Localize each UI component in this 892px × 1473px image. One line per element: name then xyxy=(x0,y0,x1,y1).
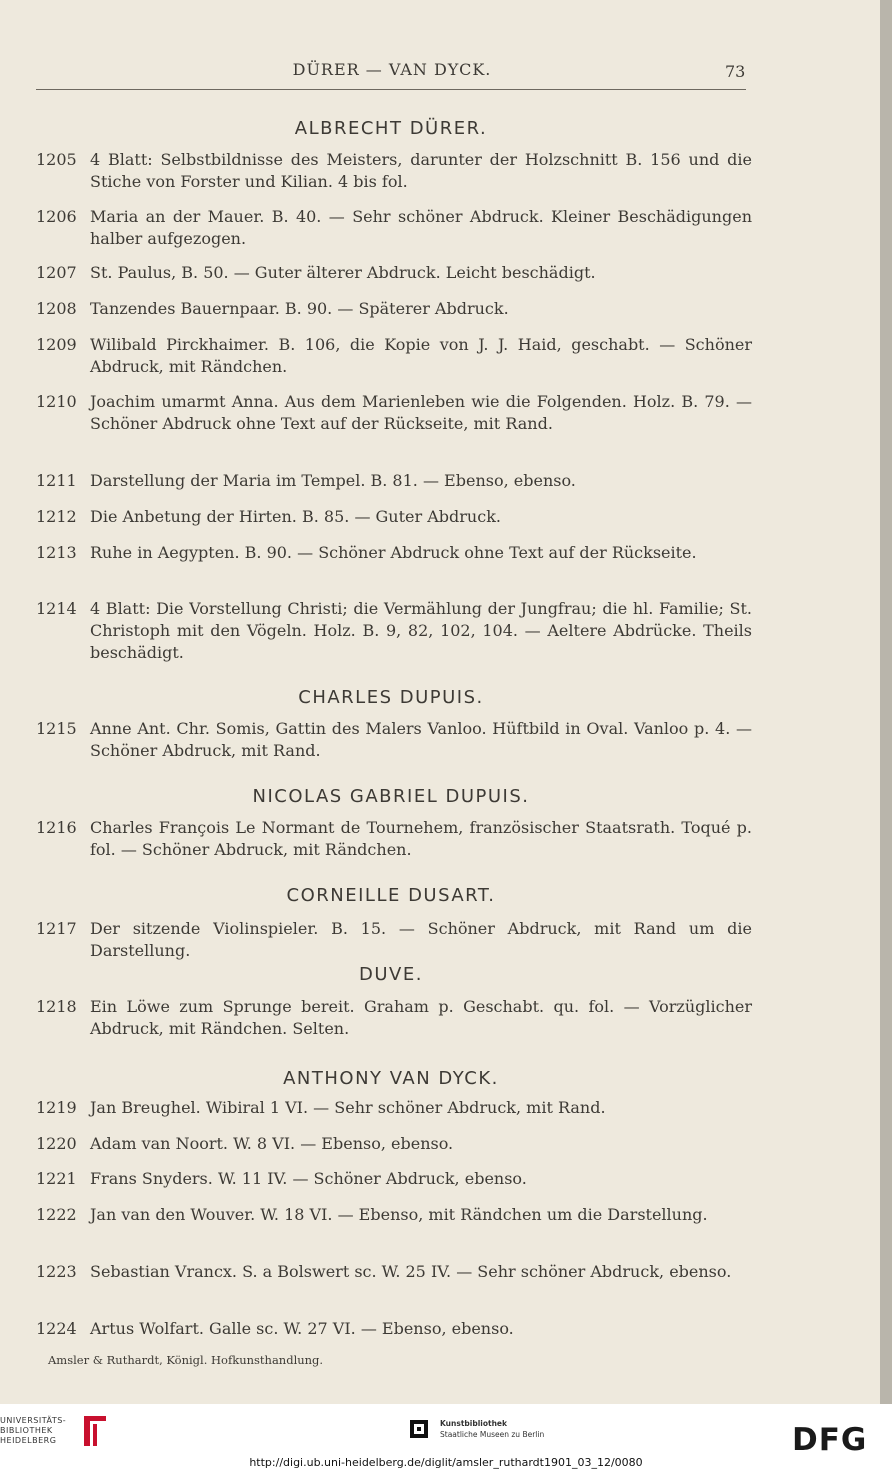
entry-text: Darstellung der Maria im Tempel. B. 81. — Ebenso, ebenso. xyxy=(90,471,576,490)
entry-number: 1215 xyxy=(36,719,77,738)
section-heading-duve: DUVE. xyxy=(359,964,423,985)
catalog-entry xyxy=(36,598,752,664)
catalog-entry xyxy=(36,470,752,492)
entry-number: 1206 xyxy=(36,207,77,226)
entry-text: Joachim umarmt Anna. Aus dem Marienleben wie die Folgenden. Holz. B. 79. — Schöner Abdruck ohne Text auf der Rückseite, mit Rand. xyxy=(90,392,752,433)
section-heading-corneille-dusart: CORNEILLE DUSART. xyxy=(286,885,496,906)
entry-number: 1213 xyxy=(36,543,77,562)
catalog-entry xyxy=(36,1097,752,1119)
catalog-entry xyxy=(36,206,752,250)
catalog-entry xyxy=(36,718,752,762)
entry-number: 1220 xyxy=(36,1134,77,1153)
section-heading-nicolas-gabriel-dupuis: NICOLAS GABRIEL DUPUIS. xyxy=(252,786,530,807)
entry-number: 1210 xyxy=(36,392,77,411)
catalog-entry xyxy=(36,1168,752,1190)
source-url-link[interactable]: http://digi.ub.uni-heidelberg.de/diglit/amsler_ruthardt1901_03_12/0080 xyxy=(249,1456,643,1469)
entry-text: Sebastian Vrancx. S. a Bolswert sc. W. 25 IV. — Sehr schöner Abdruck, ebenso. xyxy=(90,1262,732,1281)
entry-text: Artus Wolfart. Galle sc. W. 27 VI. — Ebenso, ebenso. xyxy=(90,1319,514,1338)
entry-number: 1208 xyxy=(36,299,77,318)
catalog-entry xyxy=(36,334,752,378)
catalog-entry xyxy=(36,1261,752,1283)
entry-number: 1219 xyxy=(36,1098,77,1117)
entry-number: 1221 xyxy=(36,1169,77,1188)
catalog-entry xyxy=(36,1133,752,1155)
entry-text: Adam van Noort. W. 8 VI. — Ebenso, ebenso. xyxy=(90,1134,454,1153)
entry-text: St. Paulus, B. 50. — Guter älterer Abdruck. Leicht beschädigt. xyxy=(90,263,596,282)
section-heading-charles-dupuis: CHARLES DUPUIS. xyxy=(298,687,484,708)
entry-text: 4 Blatt: Die Vorstellung Christi; die Vermählung der Jungfrau; die hl. Familie; St. Christoph mit den Vögeln. Holz. B. 9, 82, 102, 104. — Aeltere Abdrücke. Theils beschädigt. xyxy=(90,599,752,662)
catalog-entry xyxy=(36,996,752,1040)
entry-text: Anne Ant. Chr. Somis, Gattin des Malers Vanloo. Hüftbild in Oval. Vanloo p. 4. — Schöner Abdruck, mit Rand. xyxy=(90,719,752,760)
page-number: 73 xyxy=(725,62,746,81)
entry-number: 1218 xyxy=(36,997,77,1016)
entry-number: 1222 xyxy=(36,1205,77,1224)
dfg-logo: DFG xyxy=(792,1422,868,1458)
ub-heidelberg-logo-icon xyxy=(84,1414,108,1448)
catalog-entry xyxy=(36,817,752,861)
header-rule xyxy=(36,89,746,90)
entry-text: Tanzendes Bauernpaar. B. 90. — Späterer Abdruck. xyxy=(90,299,509,318)
entry-number: 1214 xyxy=(36,599,77,618)
page-edge xyxy=(880,0,892,1404)
entry-text: 4 Blatt: Selbstbildnisse des Meisters, darunter der Holzschnitt B. 156 und die Stiche von Forster und Kilian. 4 bis fol. xyxy=(90,150,752,191)
catalog-entry xyxy=(36,542,752,564)
entry-number: 1223 xyxy=(36,1262,77,1281)
entry-text: Charles François Le Normant de Tournehem, französischer Staatsrath. Toqué p. fol. — Schöner Abdruck, mit Rändchen. xyxy=(90,818,752,859)
ub-heidelberg-logo-text: UNIVERSITÄTS- BIBLIOTHEK HEIDELBERG xyxy=(0,1416,67,1445)
entry-text: Jan van den Wouver. W. 18 VI. — Ebenso, mit Rändchen um die Darstellung. xyxy=(90,1205,708,1224)
section-heading-anthony-van-dyck: ANTHONY VAN DYCK. xyxy=(283,1068,499,1089)
running-title: DÜRER — VAN DYCK. xyxy=(292,60,492,79)
catalog-entry xyxy=(36,1204,752,1226)
section-heading-duerer: ALBRECHT DÜRER. xyxy=(294,118,488,139)
entry-number: 1207 xyxy=(36,263,77,282)
entry-number: 1212 xyxy=(36,507,77,526)
catalog-entry xyxy=(36,262,752,284)
catalog-entry xyxy=(36,506,752,528)
entry-text: Ruhe in Aegypten. B. 90. — Schöner Abdruck ohne Text auf der Rückseite. xyxy=(90,543,697,562)
publisher-footer: Amsler & Ruthardt, Königl. Hofkunsthandlung. xyxy=(48,1353,324,1367)
catalog-entry xyxy=(36,391,752,435)
entry-number: 1217 xyxy=(36,919,77,938)
entry-text: Jan Breughel. Wibiral 1 VI. — Sehr schöner Abdruck, mit Rand. xyxy=(90,1098,606,1117)
entry-number: 1209 xyxy=(36,335,77,354)
entry-number: 1205 xyxy=(36,150,77,169)
entry-text: Die Anbetung der Hirten. B. 85. — Guter Abdruck. xyxy=(90,507,501,526)
catalog-entry xyxy=(36,918,752,962)
catalog-entry xyxy=(36,1318,752,1340)
catalog-entry xyxy=(36,149,752,193)
entry-text: Wilibald Pirckhaimer. B. 106, die Kopie von J. J. Haid, geschabt. — Schöner Abdruck, mit Rändchen. xyxy=(90,335,752,376)
kunstbibliothek-logo-text: Kunstbibliothek Staatliche Museen zu Berlin xyxy=(440,1419,545,1439)
entry-number: 1216 xyxy=(36,818,77,837)
entry-number: 1211 xyxy=(36,471,77,490)
entry-text: Maria an der Mauer. B. 40. — Sehr schöner Abdruck. Kleiner Beschädigungen halber aufgezogen. xyxy=(90,207,752,248)
entry-text: Ein Löwe zum Sprunge bereit. Graham p. Geschabt. qu. fol. — Vorzüglicher Abdruck, mit Rändchen. Selten. xyxy=(90,997,752,1038)
entry-text: Frans Snyders. W. 11 IV. — Schöner Abdruck, ebenso. xyxy=(90,1169,527,1188)
kunstbibliothek-logo-icon xyxy=(410,1420,428,1438)
entry-number: 1224 xyxy=(36,1319,77,1338)
catalog-entry xyxy=(36,298,752,320)
entry-text: Der sitzende Violinspieler. B. 15. — Schöner Abdruck, mit Rand um die Darstellung. xyxy=(90,919,752,960)
